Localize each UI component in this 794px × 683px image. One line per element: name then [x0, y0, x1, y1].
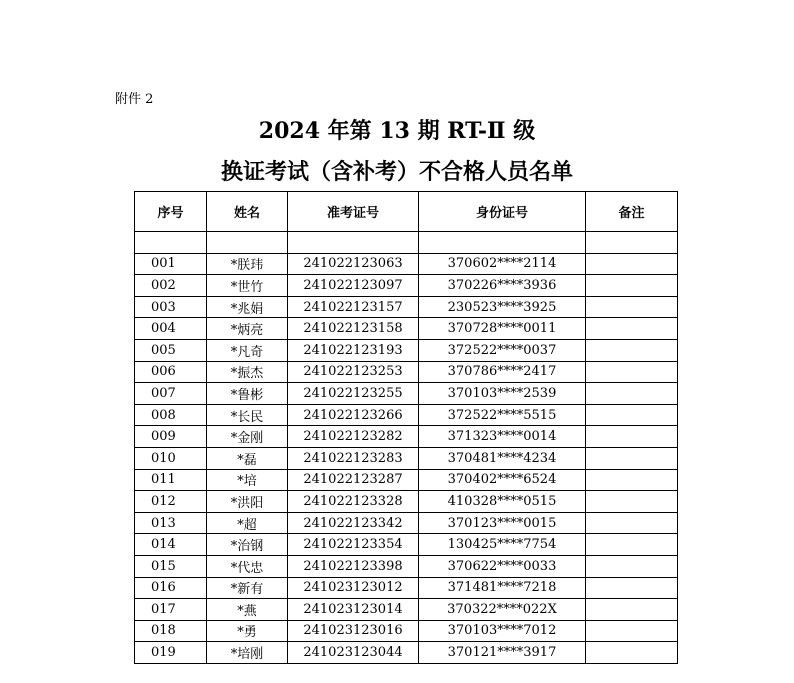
table-row: [135, 577, 678, 599]
cell-no: 011: [135, 469, 207, 491]
cell-name: *凡奇: [207, 339, 288, 361]
cell-note: [586, 339, 678, 361]
document-title-line2: 换证考试（含补考）不合格人员名单: [220, 159, 573, 185]
cell-note: [586, 361, 678, 383]
cell-name: *磊: [207, 447, 288, 469]
table-row: [135, 275, 678, 297]
cell-no: 009: [135, 426, 207, 448]
header-note: 备注: [586, 192, 678, 232]
cell-exam-no: 241023123012: [288, 577, 419, 599]
cell-exam-no: 241022123282: [288, 426, 419, 448]
cell-exam-no: 241022123354: [288, 534, 419, 556]
cell-id-no: 370103****2539: [419, 383, 586, 405]
cell-exam-no: 241022123283: [288, 447, 419, 469]
cell-name: *洪阳: [207, 491, 288, 513]
cell-exam-no: 241022123063: [288, 253, 419, 275]
cell-name: *世竹: [207, 275, 288, 297]
cell-exam-no: 241022123158: [288, 318, 419, 340]
cell-exam-no: 241022123253: [288, 361, 419, 383]
cell-no: 007: [135, 383, 207, 405]
cell-exam-no: 241022123342: [288, 512, 419, 534]
table-spacer-row: [135, 232, 678, 254]
cell-note: [586, 620, 678, 642]
cell-id-no: 372522****5515: [419, 404, 586, 426]
cell-id-no: 370402****6524: [419, 469, 586, 491]
cell-id-no: 370602****2114: [419, 253, 586, 275]
table-header-row: [135, 192, 678, 232]
failed-candidates-table: [134, 191, 678, 664]
cell-exam-no: 241022123266: [288, 404, 419, 426]
cell-no: 018: [135, 620, 207, 642]
cell-name: *代忠: [207, 555, 288, 577]
cell-exam-no: 241022123097: [288, 275, 419, 297]
table-row: [135, 555, 678, 577]
cell-exam-no: 241022123157: [288, 296, 419, 318]
cell-no: 016: [135, 577, 207, 599]
cell-exam-no: 241022123328: [288, 491, 419, 513]
table-row: [135, 426, 678, 448]
cell-note: [586, 555, 678, 577]
cell-note: [586, 253, 678, 275]
cell-exam-no: 241022123193: [288, 339, 419, 361]
cell-exam-no: 241022123398: [288, 555, 419, 577]
cell-no: 004: [135, 318, 207, 340]
cell-note: [586, 296, 678, 318]
cell-name: *炳亮: [207, 318, 288, 340]
cell-note: [586, 491, 678, 513]
cell-note: [586, 599, 678, 621]
cell-no: 017: [135, 599, 207, 621]
cell-exam-no: 241023123014: [288, 599, 419, 621]
cell-name: *朕玮: [207, 253, 288, 275]
cell-id-no: 370622****0033: [419, 555, 586, 577]
cell-id-no: 370103****7012: [419, 620, 586, 642]
cell-exam-no: 241022123287: [288, 469, 419, 491]
table-row: [135, 404, 678, 426]
cell-note: [586, 577, 678, 599]
cell-id-no: 410328****0515: [419, 491, 586, 513]
header-name: 姓名: [207, 192, 288, 232]
cell-no: 003: [135, 296, 207, 318]
cell-id-no: 371323****0014: [419, 426, 586, 448]
cell-note: [586, 404, 678, 426]
cell-note: [586, 512, 678, 534]
table-row: [135, 339, 678, 361]
cell-name: *金刚: [207, 426, 288, 448]
cell-name: *振杰: [207, 361, 288, 383]
cell-note: [586, 447, 678, 469]
table-row: [135, 534, 678, 556]
cell-note: [586, 469, 678, 491]
cell-id-no: 130425****7754: [419, 534, 586, 556]
table-row: [135, 491, 678, 513]
cell-name: *超: [207, 512, 288, 534]
cell-no: 013: [135, 512, 207, 534]
cell-id-no: 370728****0011: [419, 318, 586, 340]
cell-id-no: 370481****4234: [419, 447, 586, 469]
attachment-label: 附件 2: [115, 92, 154, 107]
cell-note: [586, 426, 678, 448]
table-row: [135, 512, 678, 534]
cell-name: *兆娟: [207, 296, 288, 318]
table-row: [135, 620, 678, 642]
cell-no: 001: [135, 253, 207, 275]
cell-id-no: 230523****3925: [419, 296, 586, 318]
table-row: [135, 318, 678, 340]
cell-exam-no: 241023123016: [288, 620, 419, 642]
cell-id-no: 372522****0037: [419, 339, 586, 361]
cell-name: *治钢: [207, 534, 288, 556]
cell-note: [586, 318, 678, 340]
cell-no: 014: [135, 534, 207, 556]
cell-no: 005: [135, 339, 207, 361]
cell-no: 010: [135, 447, 207, 469]
cell-name: *新有: [207, 577, 288, 599]
document-title-line1: 2024 年第 13 期 RT-Ⅱ 级: [258, 118, 536, 144]
cell-no: 006: [135, 361, 207, 383]
cell-name: *燕: [207, 599, 288, 621]
header-id-no: 身份证号: [419, 192, 586, 232]
cell-note: [586, 383, 678, 405]
cell-id-no: 370121****3917: [419, 642, 586, 664]
cell-id-no: 370123****0015: [419, 512, 586, 534]
cell-no: 019: [135, 642, 207, 664]
cell-exam-no: 241022123255: [288, 383, 419, 405]
cell-no: 008: [135, 404, 207, 426]
cell-name: *鲁彬: [207, 383, 288, 405]
table-row: [135, 296, 678, 318]
cell-id-no: 370322****022X: [419, 599, 586, 621]
table-row: [135, 383, 678, 405]
cell-no: 015: [135, 555, 207, 577]
cell-name: *长民: [207, 404, 288, 426]
table-body: [135, 232, 678, 664]
cell-id-no: 370226****3936: [419, 275, 586, 297]
cell-id-no: 371481****7218: [419, 577, 586, 599]
cell-no: 012: [135, 491, 207, 513]
header-no: 序号: [135, 192, 207, 232]
cell-note: [586, 275, 678, 297]
cell-no: 002: [135, 275, 207, 297]
table-row: [135, 469, 678, 491]
cell-exam-no: 241023123044: [288, 642, 419, 664]
table-row: [135, 361, 678, 383]
cell-name: *勇: [207, 620, 288, 642]
table-row: [135, 253, 678, 275]
cell-note: [586, 534, 678, 556]
cell-id-no: 370786****2417: [419, 361, 586, 383]
table-row: [135, 642, 678, 664]
header-exam-no: 准考证号: [288, 192, 419, 232]
cell-name: *培刚: [207, 642, 288, 664]
cell-name: *培: [207, 469, 288, 491]
cell-note: [586, 642, 678, 664]
table-row: [135, 599, 678, 621]
table-row: [135, 447, 678, 469]
